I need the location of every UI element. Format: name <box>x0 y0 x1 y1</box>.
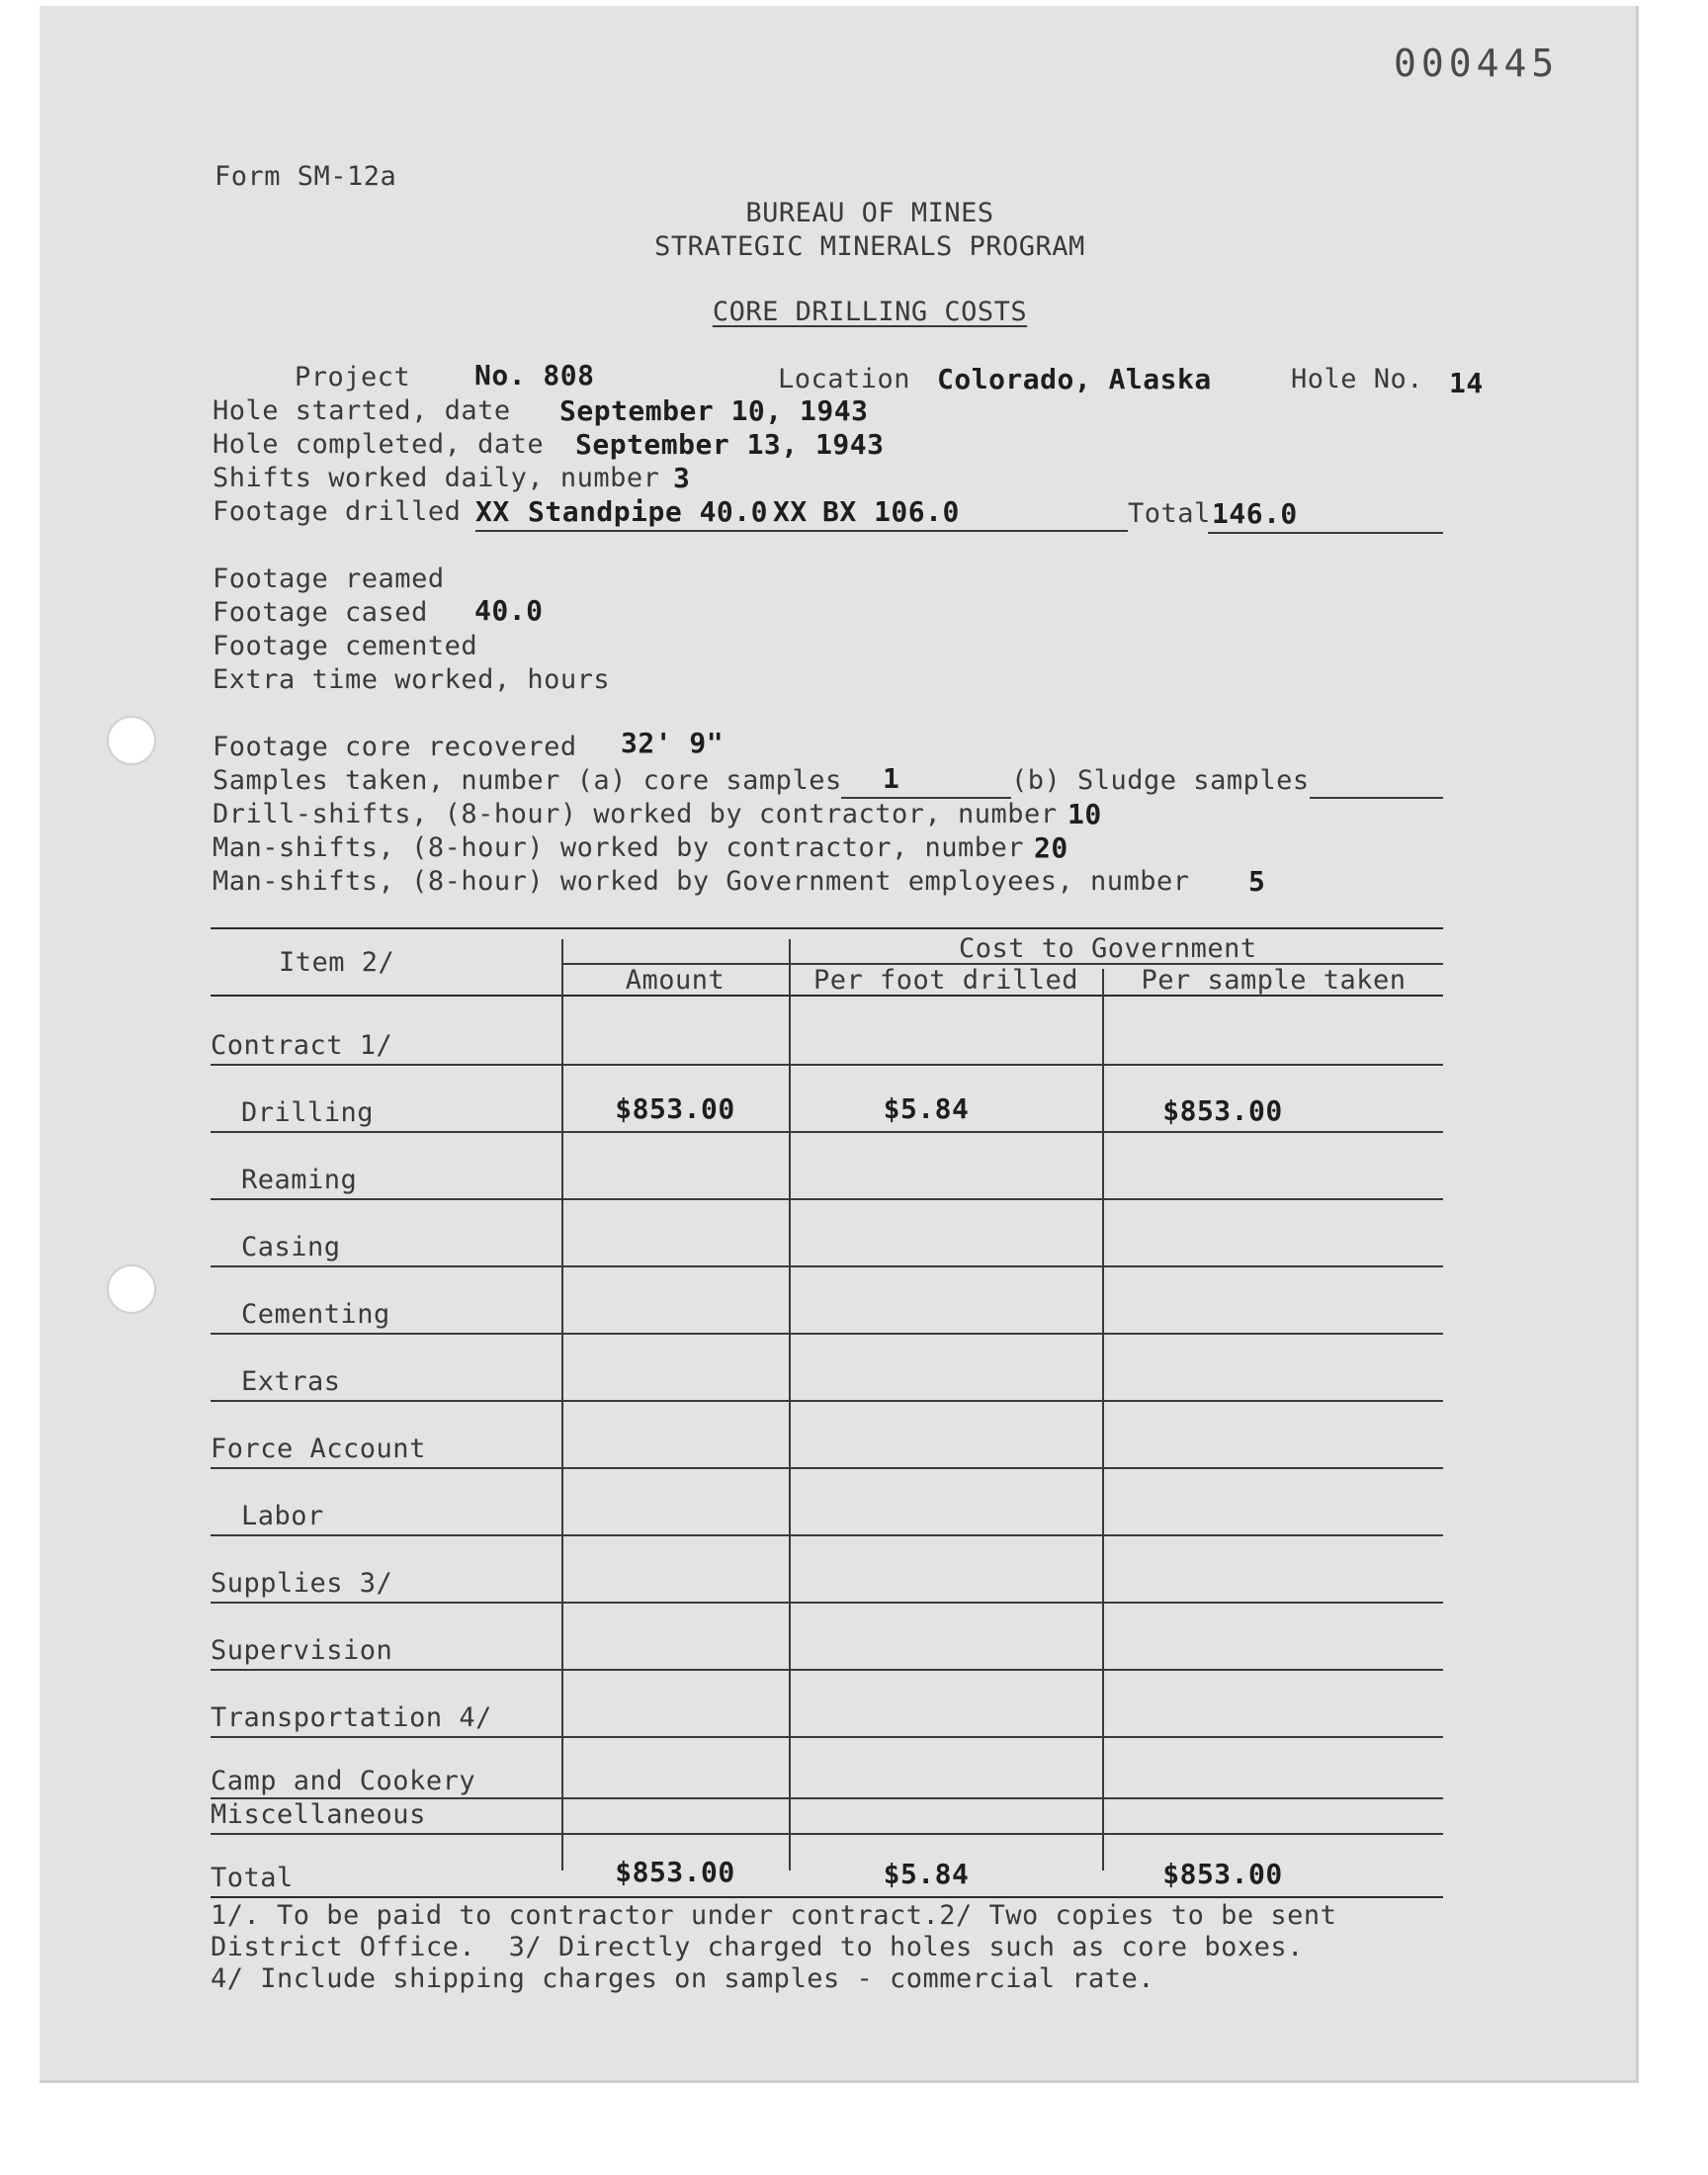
samples-label: Samples taken, number (a) core samples <box>213 765 842 796</box>
form-title: CORE DRILLING COSTS <box>712 297 1028 327</box>
per-foot-header: Per foot drilled <box>812 965 1079 996</box>
location-value: Colorado, Alaska <box>937 363 1212 395</box>
row-supervision: Supervision <box>211 1635 393 1666</box>
footage-drilled-label: Footage drilled <box>213 496 462 527</box>
total-value: 146.0 <box>1212 497 1298 530</box>
total-label: Total <box>1128 498 1211 529</box>
punch-hole-top <box>107 716 156 765</box>
row-labor: Labor <box>241 1501 324 1531</box>
cemented-label: Footage cemented <box>213 631 478 661</box>
rule-transportation <box>211 1736 1443 1738</box>
serial-number: 000445 <box>1394 42 1560 85</box>
completed-label: Hole completed, date <box>213 429 545 460</box>
row-cementing: Cementing <box>241 1299 390 1330</box>
drilling-per-foot: $5.84 <box>883 1092 970 1125</box>
core-recovered-label: Footage core recovered <box>213 732 577 762</box>
man-shifts-contractor-label: Man-shifts, (8-hour) worked by contractor, number <box>213 832 1025 863</box>
sludge-underline <box>1310 797 1443 799</box>
man-shifts-gov-label: Man-shifts, (8-hour) worked by Government employees, number <box>213 866 1190 897</box>
row-supplies: Supplies 3/ <box>211 1568 393 1599</box>
rule-casing <box>211 1265 1443 1267</box>
rule-total <box>211 1896 1443 1898</box>
agency-name: BUREAU OF MINES <box>745 198 994 228</box>
item-header: Item 2/ <box>279 947 395 978</box>
row-misc: Miscellaneous <box>211 1799 426 1830</box>
completed-value: September 13, 1943 <box>575 428 885 461</box>
punch-hole-bottom <box>107 1264 156 1314</box>
location-label: Location <box>778 364 911 394</box>
extra-time-label: Extra time worked, hours <box>213 664 611 695</box>
footage-bx: BX 106.0 <box>822 495 960 528</box>
reamed-label: Footage reamed <box>213 564 445 594</box>
hole-value: 14 <box>1449 367 1484 399</box>
rule-cementing <box>211 1333 1443 1335</box>
rule-reaming <box>211 1198 1443 1200</box>
rule-supplies <box>211 1602 1443 1604</box>
project-value: No. 808 <box>474 359 595 392</box>
program-name: STRATEGIC MINERALS PROGRAM <box>654 231 1085 262</box>
cased-value: 40.0 <box>474 594 544 627</box>
cased-label: Footage cased <box>213 597 428 628</box>
footage-strike-2: XX <box>773 495 808 528</box>
row-total: Total <box>211 1863 294 1893</box>
col-divider-per-foot <box>789 939 791 1870</box>
table-top-rule <box>211 927 1443 929</box>
core-samples-value: 1 <box>883 762 900 795</box>
row-reaming: Reaming <box>241 1165 358 1195</box>
footage-strike-1: XX <box>475 495 510 528</box>
row-transportation: Transportation 4/ <box>211 1702 492 1733</box>
total-per-sample: $853.00 <box>1162 1858 1283 1890</box>
shifts-label: Shifts worked daily, number <box>213 463 660 493</box>
drill-shifts-label: Drill-shifts, (8-hour) worked by contractor, number <box>213 799 1058 829</box>
footage-drilled-underline <box>475 530 1128 532</box>
amount-header: Amount <box>625 965 726 996</box>
hole-label: Hole No. <box>1291 364 1424 394</box>
drilling-per-sample: $853.00 <box>1162 1094 1283 1127</box>
col-divider-amount <box>561 939 563 1870</box>
rule-contract <box>211 1064 1443 1066</box>
footnote-1: 1/. To be paid to contractor under contract.2/ Two copies to be sent <box>211 1900 1337 1931</box>
rule-extras <box>211 1400 1443 1402</box>
rule-misc <box>211 1833 1443 1835</box>
total-amount: $853.00 <box>615 1856 735 1888</box>
row-force-account: Force Account <box>211 1434 426 1464</box>
rule-force-account <box>211 1467 1443 1469</box>
project-label: Project <box>295 362 411 392</box>
row-camp: Camp and Cookery <box>211 1766 476 1796</box>
footnote-3: 4/ Include shipping charges on samples - commercial rate. <box>211 1963 1155 1994</box>
form-id: Form SM-12a <box>214 161 397 192</box>
man-shifts-gov-value: 5 <box>1248 865 1266 898</box>
row-drilling: Drilling <box>241 1097 375 1128</box>
sludge-label: (b) Sludge samples <box>1011 765 1310 796</box>
row-casing: Casing <box>241 1232 341 1262</box>
per-sample-header: Per sample taken <box>1141 965 1407 996</box>
footnote-2: District Office. 3/ Directly charged to holes such as core boxes. <box>211 1932 1304 1962</box>
row-extras: Extras <box>241 1366 341 1397</box>
rule-drilling <box>211 1131 1443 1133</box>
rule-labor <box>211 1534 1443 1536</box>
shifts-value: 3 <box>673 462 691 494</box>
row-contract: Contract 1/ <box>211 1030 393 1061</box>
total-per-foot: $5.84 <box>883 1858 970 1890</box>
started-value: September 10, 1943 <box>559 394 869 427</box>
total-underline <box>1208 532 1443 534</box>
cost-header: Cost to Government <box>959 933 1257 964</box>
core-recovered-value: 32' 9" <box>621 727 725 759</box>
started-label: Hole started, date <box>213 395 511 426</box>
drilling-amount: $853.00 <box>615 1092 735 1125</box>
footage-standpipe: Standpipe 40.0 <box>528 495 769 528</box>
rule-supervision <box>211 1669 1443 1671</box>
drill-shifts-value: 10 <box>1068 798 1102 830</box>
man-shifts-contractor-value: 20 <box>1034 831 1068 864</box>
